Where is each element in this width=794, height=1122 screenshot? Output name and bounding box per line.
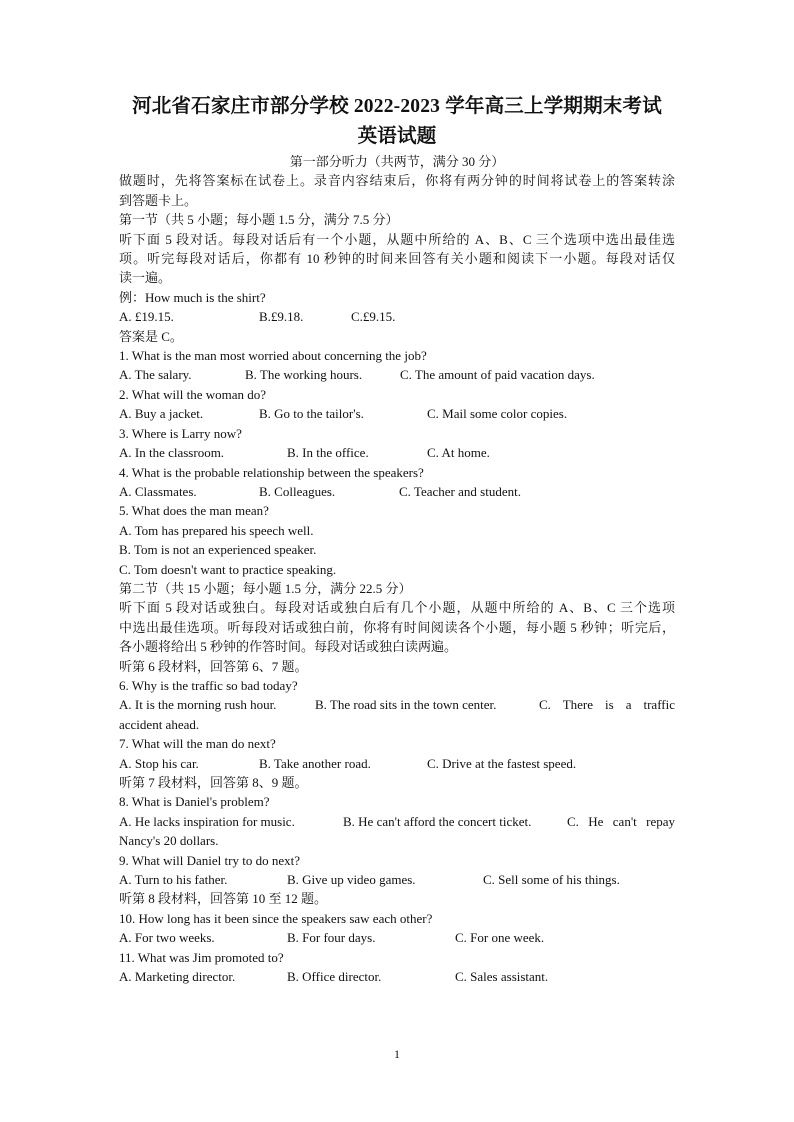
option-c: C. At home. [427,445,490,461]
option-a: A. The salary. [119,367,192,383]
option-c: C. Mail some color copies. [427,406,568,422]
option-c: C. Tom doesn't want to practice speaking. [119,561,337,577]
instruction-line: 到答题卡上。 [119,192,198,208]
example-question: 例：How much is the shirt? [119,289,266,305]
question-9: 9. What will Daniel try to do next? [119,852,300,868]
question-9-options [119,870,675,889]
section1-instruction-line: 项。听完每段对话后，你都有 10 秒钟的时间来回答有关小题和阅读下一小题。每段对话仅 [119,251,675,267]
question-3: 3. Where is Larry now? [119,425,242,441]
option-a: A. For two weeks. [119,930,215,946]
option-c: C. Sales assistant. [455,969,549,985]
option-b: B. Tom is not an experienced speaker. [119,542,317,558]
question-6: 6. Why is the traffic so bad today? [119,677,298,693]
option-c-continuation: accident ahead. [119,716,200,732]
option-c: C. Sell some of his things. [483,872,620,888]
option-a: A. Classmates. [119,483,197,499]
option-c: C. There is a traffic [539,697,675,713]
option-a: A. Buy a jacket. [119,406,204,422]
section1-instruction-line: 读一遍。 [119,270,172,286]
section1-heading: 第一节（共 5 小题；每小题 1.5 分，满分 7.5 分） [119,212,399,228]
option-b: B. The road sits in the town center. [315,697,497,713]
material-8-heading: 听第 8 段材料，回答第 10 至 12 题。 [119,891,328,907]
option-c: C.£9.15. [351,309,396,325]
option-c: C. For one week. [455,930,545,946]
question-11-options [119,967,675,986]
option-a: A. Tom has prepared his speech well. [119,522,314,538]
option-b: B. Office director. [287,969,382,985]
section2-instruction-line: 各小题将给出 5 秒钟的作答时间。每段对话或独白读两遍。 [119,639,458,655]
option-b: B. Give up video games. [287,872,416,888]
question-2-options [119,404,675,423]
option-c: C. Drive at the fastest speed. [427,755,577,771]
option-b: B. Colleagues. [259,483,336,499]
exam-title-line2: 英语试题 [357,126,437,147]
question-5: 5. What does the man mean? [119,503,269,519]
question-6-options [119,695,675,714]
example-answer: 答案是 C。 [119,328,183,344]
exam-page [119,92,675,986]
question-4: 4. What is the probable relationship between the speakers? [119,464,424,480]
question-10-options [119,928,675,947]
material-7-heading: 听第 7 段材料，回答第 8、9 题。 [119,775,308,790]
question-1-options [119,365,675,384]
section1-instruction-line: 听下面 5 段对话。每段对话后有一个小题，从题中所给的 A、B、C 三个选项中选出最佳选 [119,231,675,247]
question-8-options [119,812,675,831]
question-2: 2. What will the woman do? [119,386,267,402]
question-7-options [119,754,675,773]
question-1: 1. What is the man most worried about concerning the job? [119,348,427,364]
question-7: 7. What will the man do next? [119,736,276,752]
section2-heading: 第二节（共 15 小题；每小题 1.5 分，满分 22.5 分） [119,580,412,596]
page-number: 1 [394,1047,400,1061]
question-10: 10. How long has it been since the speakers saw each other? [119,910,433,926]
option-a: A. Marketing director. [119,969,236,985]
question-4-options [119,482,675,501]
option-b: B. For four days. [287,930,376,946]
option-c: C. He can't repay [567,813,675,829]
option-a: A. £19.15. [119,309,174,325]
section2-instruction-line: 中选出最佳选项。听每段对话或独白前，你将有时间阅读各个小题，每小题 5 秒钟；听完后， [119,619,675,635]
option-b: B. In the office. [287,445,369,461]
part1-heading: 第一部分听力（共两节，满分 30 分） [289,154,505,169]
option-b: B.£9.18. [259,309,304,325]
option-a: A. It is the morning rush hour. [119,697,277,713]
instruction-line: 做题时，先将答案标在试卷上。录音内容结束后，你将有两分钟的时间将试卷上的答案转涂 [119,173,675,189]
option-b: B. He can't afford the concert ticket. [343,813,532,829]
option-c-continuation: Nancy's 20 dollars. [119,833,219,849]
option-a: A. Turn to his father. [119,872,228,888]
option-a: A. Stop his car. [119,755,199,771]
material-6-heading: 听第 6 段材料，回答第 6、7 题。 [119,658,308,674]
question-8: 8. What is Daniel's problem? [119,794,270,810]
option-c: C. Teacher and student. [399,483,521,499]
question-11: 11. What was Jim promoted to? [119,949,284,965]
option-b: B. Go to the tailor's. [259,406,364,422]
option-a: A. In the classroom. [119,445,225,461]
exam-title-line1: 河北省石家庄市部分学校 2022-2023 学年高三上学期期末考试 [132,96,662,117]
example-options [119,307,675,326]
option-b: B. The working hours. [245,367,363,383]
option-a: A. He lacks inspiration for music. [119,813,295,829]
section2-instruction-line: 听下面 5 段对话或独白。每段对话或独白后有几个小题，从题中所给的 A、B、C 三个选项 [119,600,675,616]
option-b: B. Take another road. [259,755,371,771]
option-c: C. The amount of paid vacation days. [400,367,595,383]
question-3-options [119,443,675,462]
